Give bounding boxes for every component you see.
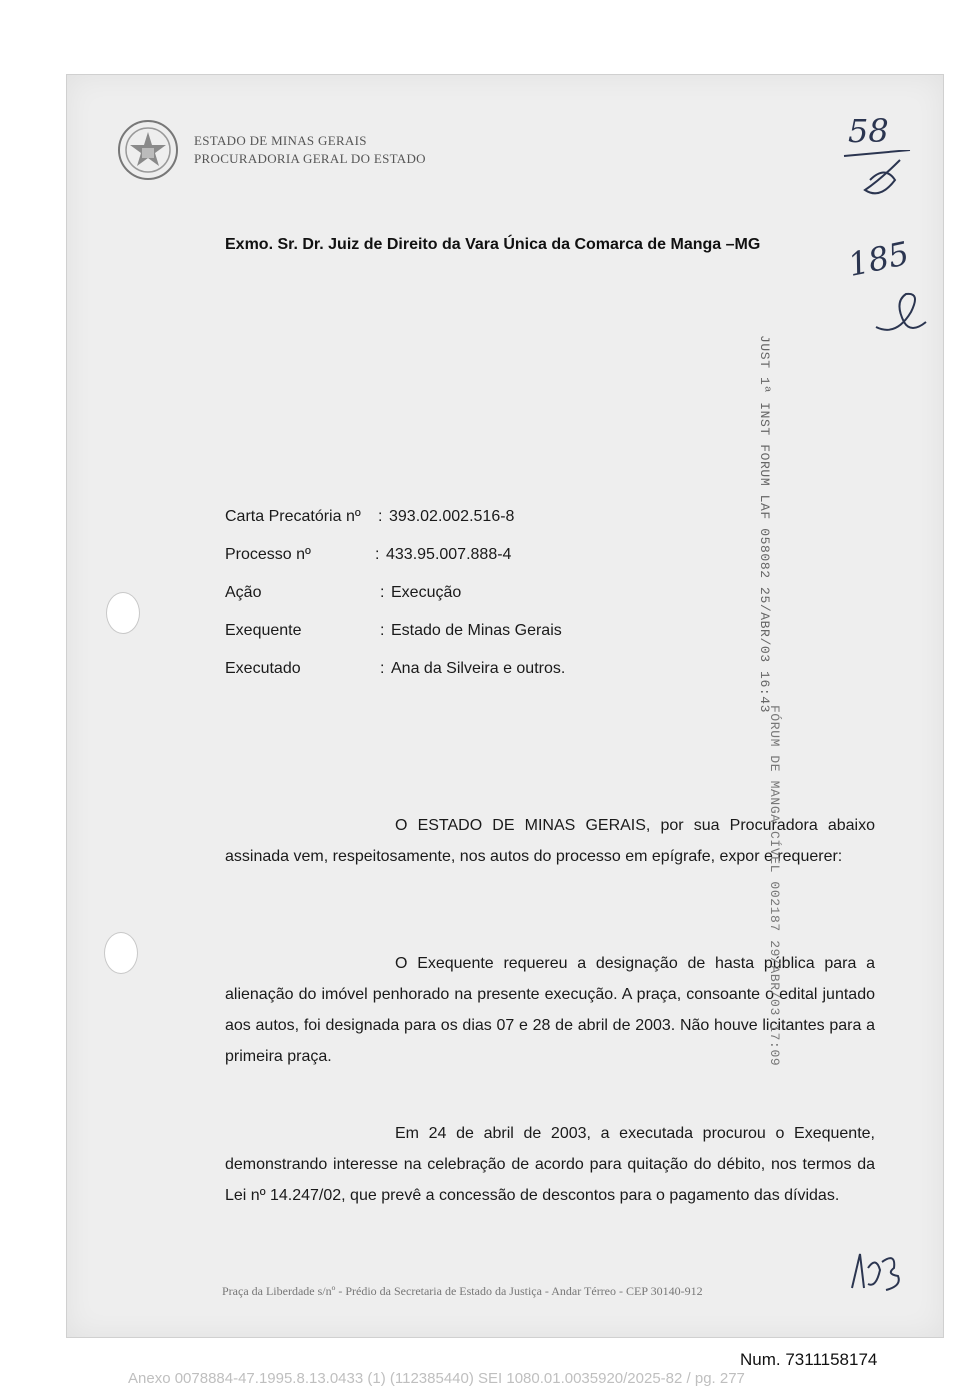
case-label: Exequente (225, 622, 302, 639)
case-value: Estado de Minas Gerais (391, 622, 562, 639)
case-separator: : (375, 546, 380, 563)
handwritten-page-number: 185 (844, 234, 913, 284)
case-separator: : (380, 584, 385, 601)
addressee: Exmo. Sr. Dr. Juiz de Direito da Vara Única da Comarca de Manga –MG (225, 236, 761, 253)
filing-stamp-manga: FÓRUM DE MANGA CÍVEL 002187 29/ABR/03 17:09 (767, 705, 782, 1067)
document-number: Num. 7311158174 (740, 1350, 878, 1369)
paragraph-intro: O ESTADO DE MINAS GERAIS, por sua Procuradora abaixo assinada vem, respeitosamente, nos autos do processo em epígrafe, expor e requerer: (225, 817, 875, 865)
case-label: Ação (225, 584, 262, 601)
signature-icon (846, 1248, 906, 1294)
footer-address: Praça da Liberdade s/nº - Prédio da Secretaria de Estado da Justiça - Andar Térreo - CEP 30140-912 (222, 1284, 703, 1298)
case-separator: : (380, 622, 385, 639)
case-value: Ana da Silveira e outros. (391, 660, 566, 677)
paragraph-hasta-publica: O Exequente requereu a designação de hasta pública para a alienação do imóvel penhorado na presente execução. A praça, consoante o edital juntado aos autos, foi designada para os dias 07 e 28 de abril de 2003. Não houve licitantes para a primeira praça. (225, 955, 875, 1065)
org-line-procuradoria: PROCURADORIA GERAL DO ESTADO (194, 151, 426, 166)
handwritten-page-number: 58 (848, 112, 889, 150)
case-separator: : (380, 660, 385, 677)
punch-hole (106, 592, 140, 634)
handwritten-initials (840, 150, 920, 210)
handwritten-initials (866, 282, 936, 342)
coat-of-arms-icon (116, 118, 180, 182)
case-label: Processo nº (225, 546, 311, 563)
org-header (194, 132, 426, 168)
annex-reference: Anexo 0078884-47.1995.8.13.0433 (1) (112385440) SEI 1080.01.0035920/2025-82 / pg. 277 (128, 1370, 745, 1387)
punch-hole (104, 932, 138, 974)
filing-stamp-laf: JUST 1ª INST FORUM LAF 058082 25/ABR/03 16:43 (757, 335, 772, 714)
case-label: Carta Precatória nº (225, 508, 361, 525)
case-value: 393.02.002.516-8 (389, 508, 515, 525)
case-separator: : (378, 508, 383, 525)
org-line-state: ESTADO DE MINAS GERAIS (194, 133, 367, 148)
case-value: 433.95.007.888-4 (386, 546, 512, 563)
paragraph-acordo: Em 24 de abril de 2003, a executada procurou o Exequente, demonstrando interesse na celebração de acordo para quitação do débito, nos termos da Lei nº 14.247/02, que prevê a concessão de descontos para o pagamento das dívidas. (225, 1125, 875, 1204)
case-value: Execução (391, 584, 462, 601)
case-label: Executado (225, 660, 301, 677)
